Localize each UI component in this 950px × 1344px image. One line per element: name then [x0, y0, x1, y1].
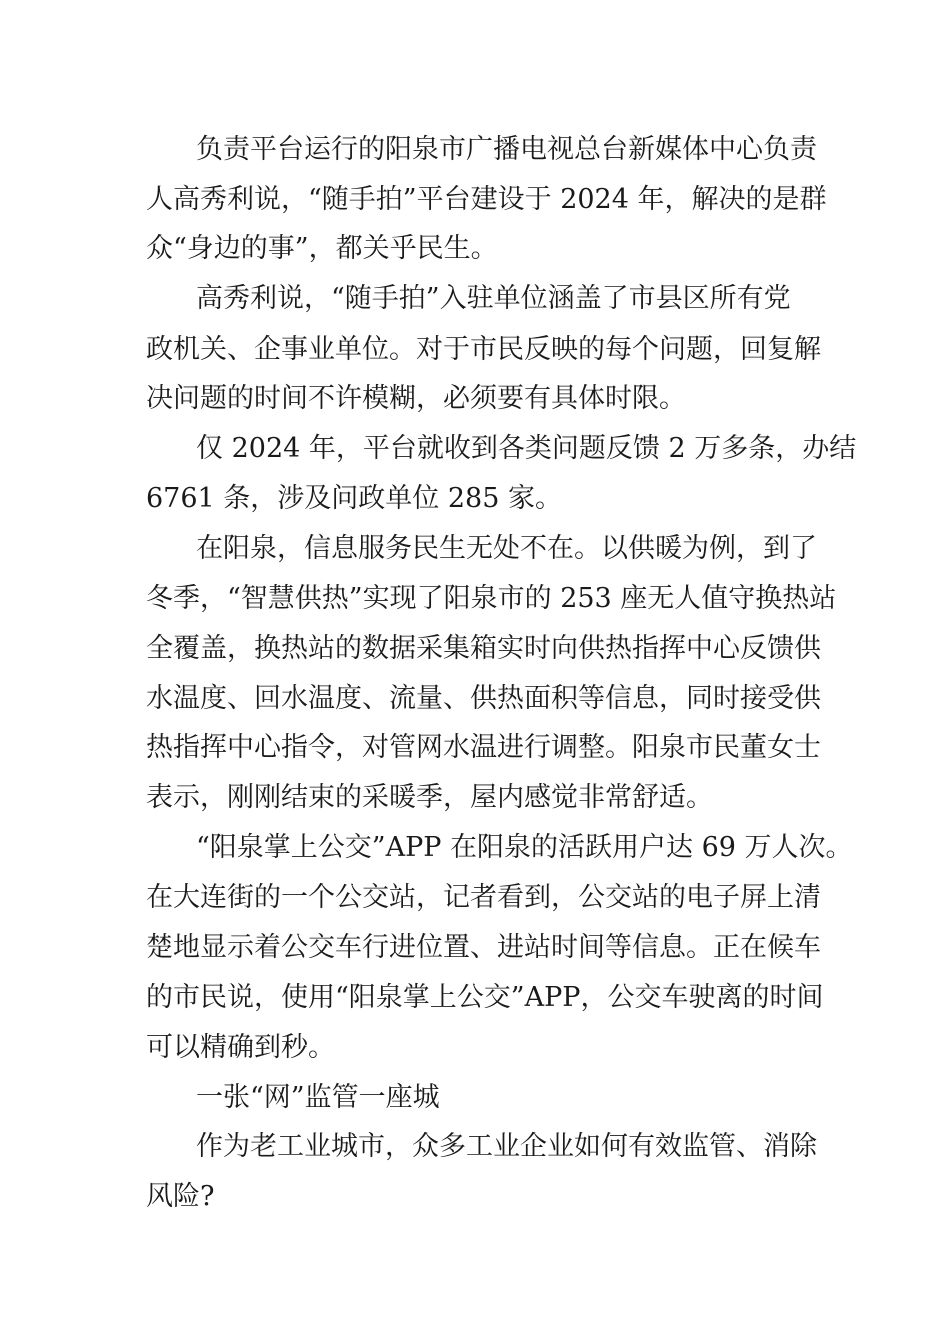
text-line: 仅 2024 年，平台就收到各类问题反馈 2 万多条，办结	[196, 433, 857, 464]
text-line: 决问题的时间不许模糊，必须要有具体时限。	[146, 383, 686, 414]
text-line: 人高秀利说，“随手拍”平台建设于 2024 年，解决的是群	[146, 184, 827, 215]
text-line: 6761 条，涉及问政单位 285 家。	[146, 483, 562, 514]
text-line: 可以精确到秒。	[146, 1032, 335, 1063]
text-line: 作为老工业城市，众多工业企业如何有效监管、消除	[196, 1131, 817, 1162]
text-line: 表示，刚刚结束的采暖季，屋内感觉非常舒适。	[146, 782, 713, 813]
text-line: 高秀利说，“随手拍”入驻单位涵盖了市县区所有党	[196, 283, 791, 314]
text-line: 风险?	[146, 1181, 215, 1212]
text-line: 楚地显示着公交车行进位置、进站时间等信息。正在候车	[146, 932, 821, 963]
text-line: 政机关、企事业单位。对于市民反映的每个问题，回复解	[146, 334, 821, 365]
text-line: 全覆盖，换热站的数据采集箱实时向供热指挥中心反馈供	[146, 633, 821, 664]
section-heading: 一张“网”监管一座城	[196, 1082, 440, 1113]
text-line: “阳泉掌上公交”APP 在阳泉的活跃用户达 69 万人次。	[196, 832, 853, 863]
text-line: 冬季，“智慧供热”实现了阳泉市的 253 座无人值守换热站	[146, 583, 837, 614]
text-line: 热指挥中心指令，对管网水温进行调整。阳泉市民董女士	[146, 732, 821, 763]
text-line: 在阳泉，信息服务民生无处不在。以供暖为例，到了	[196, 533, 817, 564]
text-line: 水温度、回水温度、流量、供热面积等信息，同时接受供	[146, 683, 821, 714]
text-line: 的市民说，使用“阳泉掌上公交”APP，公交车驶离的时间	[146, 982, 824, 1013]
text-line: 在大连街的一个公交站，记者看到，公交站的电子屏上清	[146, 882, 821, 913]
text-line: 负责平台运行的阳泉市广播电视总台新媒体中心负责	[196, 134, 817, 165]
text-line: 众“身边的事”，都关乎民生。	[146, 233, 498, 264]
